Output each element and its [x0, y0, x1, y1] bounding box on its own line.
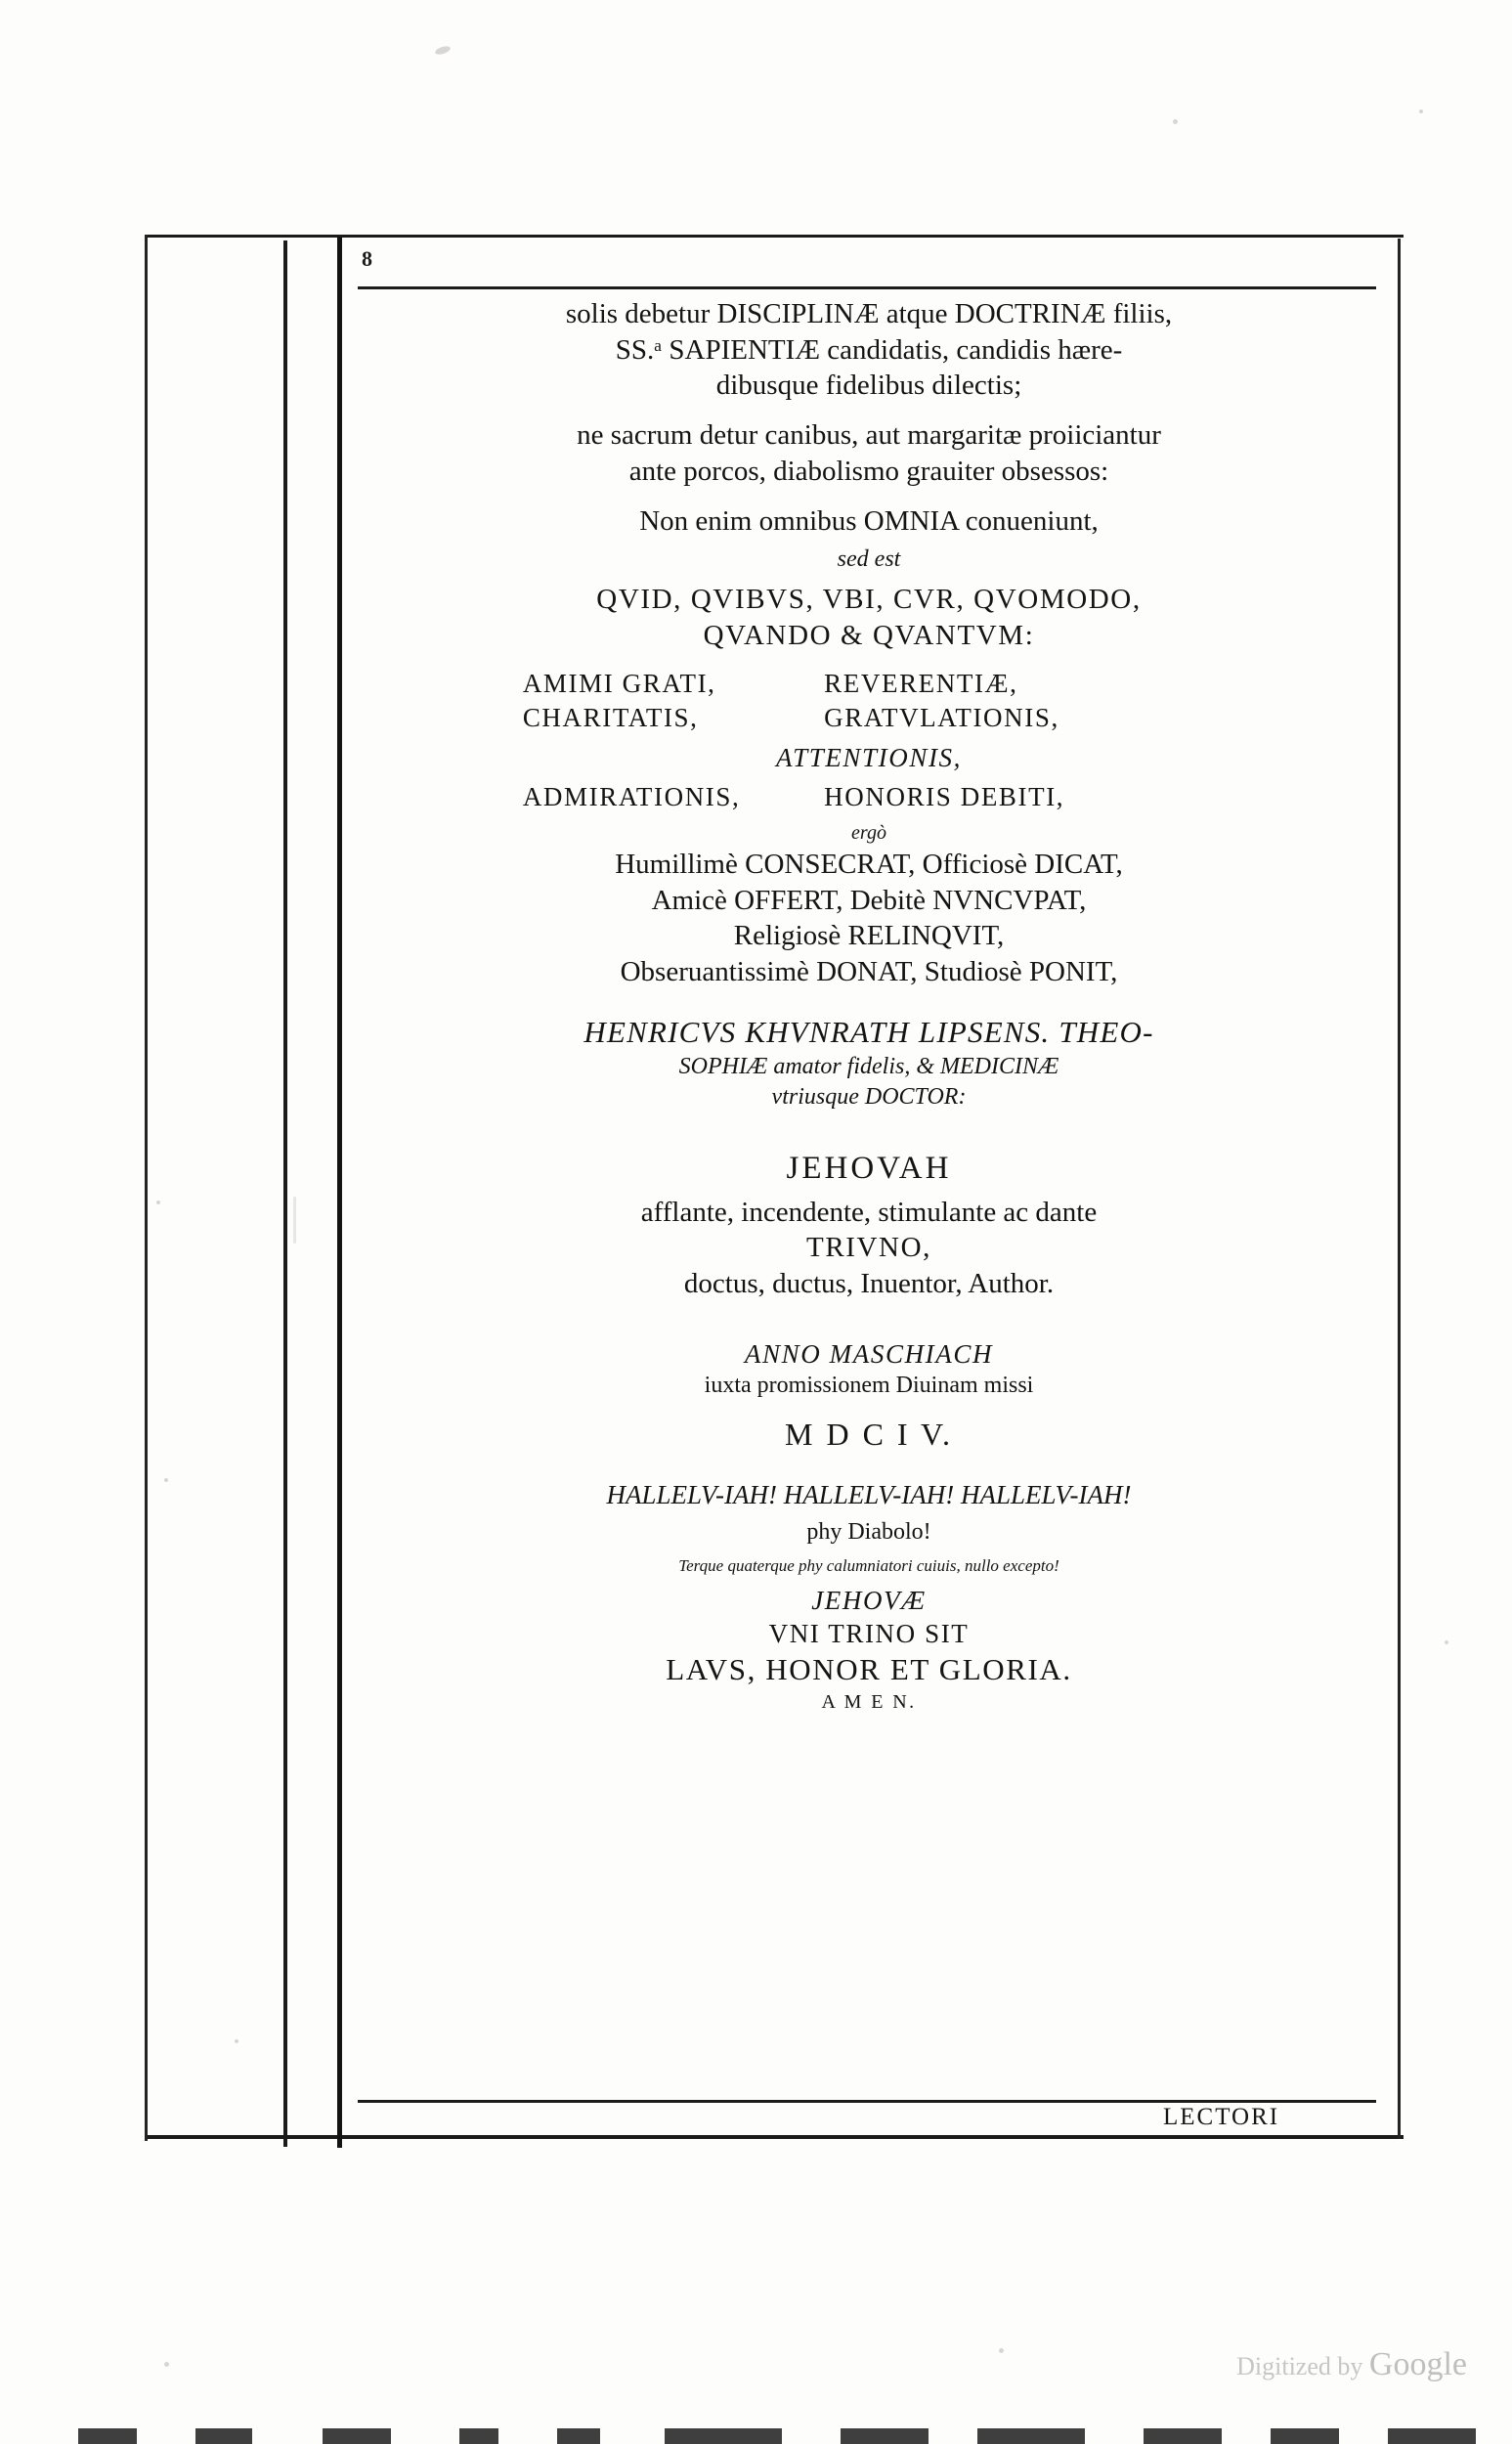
page-text-block: [358, 299, 1380, 1713]
terque-line: Terque quaterque phy calumniatori cuiuis, nullo excepto!: [678, 1555, 1059, 1575]
text-line: Non enim omnibus OMNIA conueniunt,: [639, 504, 1099, 537]
page-number: 8: [362, 246, 372, 271]
scan-speck: [164, 2362, 169, 2367]
page-edge-mark: [977, 2428, 1085, 2444]
text-line: ne sacrum detur canibus, aut margaritæ proiiciantur: [577, 419, 1161, 452]
scan-speck: [434, 45, 451, 57]
footer-rule: [358, 2100, 1376, 2103]
page-edge-mark: [1271, 2428, 1339, 2444]
author-titles: SOPHIÆ amator fidelis, & MEDICINÆ: [678, 1053, 1059, 1079]
text-line: Amicè OFFERT, Debitè NVNCVPAT,: [651, 884, 1087, 916]
text-line: GRATVLATIONIS,: [824, 702, 1059, 732]
scan-speck: [293, 1197, 296, 1244]
scan-speck: [1173, 119, 1178, 124]
text-line: Humillimè CONSECRAT, Officiosè DICAT,: [615, 848, 1123, 880]
amen-line: A M E N.: [821, 1690, 917, 1713]
halleluiah-line: HALLELV-IAH! HALLELV-IAH! HALLELV-IAH!: [606, 1479, 1132, 1509]
jehovah-heading: JEHOVAH: [786, 1150, 952, 1186]
text-line: Obseruantissimè DONAT, Studiosè PONIT,: [620, 956, 1118, 988]
page-border-left-outer: [145, 235, 148, 2141]
phy-diabolo-line: phy Diabolo!: [806, 1519, 931, 1546]
page-edge-mark: [665, 2428, 782, 2444]
page-border-left-inner: [337, 237, 342, 2148]
page-edge-mark: [841, 2428, 929, 2444]
text-line: solis debetur DISCIPLINÆ atque DOCTRINÆ filiis,: [565, 298, 1173, 329]
text-line-pair: [358, 670, 1380, 698]
page-border-right: [1398, 239, 1401, 2139]
digitized-by-label: Digitized by: [1236, 2352, 1363, 2380]
page-edge-mark: [78, 2428, 137, 2444]
catchword: LECTORI: [1163, 2104, 1280, 2130]
dedication-line-1: afflante, incendente, stimulante ac dante: [640, 1196, 1098, 1228]
text-line: Religiosè RELINQVIT,: [733, 920, 1005, 952]
scan-speck: [156, 1200, 160, 1204]
anno-maschiach: ANNO MASCHIACH: [744, 1338, 994, 1369]
dedication-line-2: doctus, ductus, Inuentor, Author.: [683, 1268, 1055, 1300]
page-border-bottom: [145, 2135, 1404, 2139]
scan-speck: [1419, 109, 1423, 113]
page-edge-mark: [459, 2428, 498, 2444]
page-edge-mark: [557, 2428, 600, 2444]
text-line: HONORIS DEBITI,: [824, 782, 1065, 812]
triuno-line: TRIVNO,: [806, 1232, 931, 1264]
digitized-by-google-watermark: [1236, 2346, 1467, 2383]
text-line: SS.ᵃ SAPIENTIÆ candidatis, candidis hære-: [615, 333, 1123, 366]
page-edge-mark: [1144, 2428, 1222, 2444]
laus-honor-line: LAVS, HONOR ET GLORIA.: [666, 1652, 1072, 1687]
text-line-ergo: ergò: [851, 821, 886, 844]
text-line-pair: [358, 704, 1380, 732]
google-wordmark: Google: [1368, 2346, 1467, 2382]
scan-speck: [164, 1478, 168, 1482]
scan-speck: [1445, 1640, 1448, 1644]
text-line: QVID, QVIBVS, VBI, CVR, QVOMODO,: [596, 583, 1142, 615]
scan-speck: [999, 2348, 1004, 2353]
year-roman: M D C I V.: [785, 1416, 953, 1452]
text-line: dibusque fidelibus dilectis;: [715, 370, 1022, 402]
anno-subtitle: iuxta promissionem Diuinam missi: [704, 1373, 1034, 1399]
text-line: CHARITATIS,: [522, 702, 699, 732]
scan-speck: [235, 2039, 238, 2043]
page-edge-mark: [195, 2428, 252, 2444]
text-line-pair: [358, 783, 1380, 811]
text-line: ATTENTIONIS,: [776, 742, 962, 772]
text-line: REVERENTIÆ,: [824, 669, 1018, 699]
uni-trino-line: VNI TRINO SIT: [768, 1619, 970, 1649]
text-line: ante porcos, diabolismo grauiter obsessos:: [628, 455, 1109, 487]
page-border-top: [145, 235, 1404, 238]
author-doctor: vtriusque DOCTOR:: [771, 1084, 967, 1111]
text-line: AMIMI GRATI,: [522, 669, 716, 699]
page-border-left-middle: [283, 240, 287, 2147]
author-name: HENRICVS KHVNRATH LIPSENS. THEO-: [583, 1014, 1154, 1049]
text-line: QVANDO & QVANTVM:: [703, 619, 1035, 651]
page-edge-mark: [323, 2428, 391, 2444]
page-edge-mark: [1388, 2428, 1476, 2444]
text-line-sedest: sed est: [837, 546, 901, 573]
jehovae-line: JEHOVÆ: [811, 1585, 927, 1615]
header-rule: [358, 286, 1376, 289]
text-line: ADMIRATIONIS,: [522, 782, 741, 812]
